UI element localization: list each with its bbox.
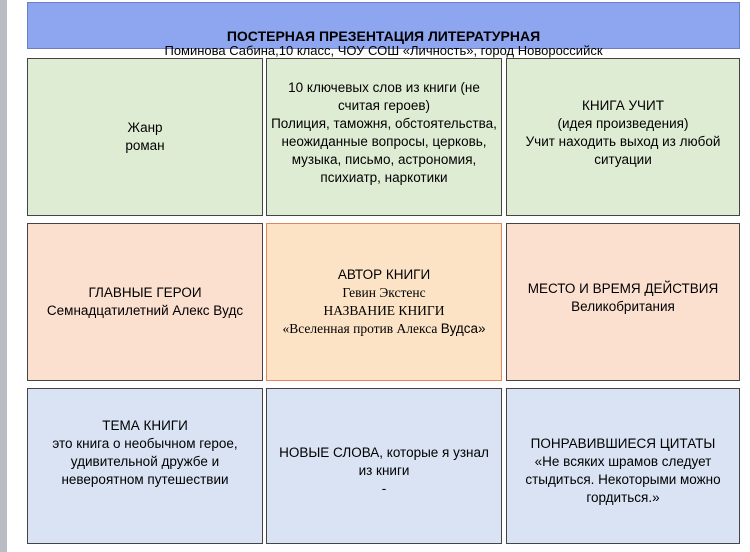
poster-title: ПОСТЕРНАЯ ПРЕЗЕНТАЦИЯ ЛИТЕРАТУРНАЯ — [226, 28, 541, 44]
place-time-label: МЕСТО И ВРЕМЯ ДЕЙСТВИЯ — [527, 281, 719, 296]
book-title-value-end: Вудса» — [440, 321, 486, 336]
quotes-card — [506, 388, 740, 544]
place-time-card — [506, 223, 740, 381]
theme-card — [27, 388, 263, 544]
theme-value: это книга о необычном герое, удивительной дружбе и невероятном путешествии — [52, 436, 238, 487]
main-heroes-value: Семнадцатилетний Алекс Вудс — [46, 303, 244, 318]
left-edge-bar — [0, 0, 7, 552]
genre-card — [27, 58, 263, 216]
keywords-card — [266, 58, 502, 216]
author-card — [266, 223, 502, 381]
book-title-value — [282, 320, 485, 338]
new-words-card — [266, 388, 502, 544]
genre-label: Жанр — [127, 120, 163, 135]
author-value: Гевин Экстенс — [342, 285, 426, 300]
book-teaches-value: Учит находить выход из любой ситуации — [525, 134, 721, 167]
new-words-label: НОВЫЕ СЛОВА, которые я узнал из книги — [279, 445, 489, 478]
poster-subtitle: Поминова Сабина,10 класс, ЧОУ СОШ «Личность», город Новороссийск — [164, 43, 603, 58]
main-heroes-card — [27, 223, 263, 381]
book-teaches-label: КНИГА УЧИТ — [581, 98, 664, 113]
book-teaches-sub: (идея произведения) — [557, 116, 689, 131]
keywords-value: Полиция, таможня, обстоятельства, неожиданные вопросы, церковь, музыка, письмо, астрономия, психиатр, наркотики — [271, 116, 497, 185]
author-label: АВТОР КНИГИ — [337, 267, 431, 282]
genre-value: роман — [125, 138, 165, 153]
theme-label: ТЕМА КНИГИ — [102, 418, 188, 433]
main-heroes-label: ГЛАВНЫЕ ГЕРОИ — [88, 285, 202, 300]
keywords-label: 10 ключевых слов из книги (не считая героев) — [288, 80, 480, 113]
book-title-label: НАЗВАНИЕ КНИГИ — [323, 303, 445, 318]
book-title-value-start: «Вселенная против Алекса — [282, 321, 441, 336]
new-words-value: - — [381, 481, 387, 496]
poster-header — [27, 2, 740, 49]
book-teaches-card — [506, 58, 740, 216]
quotes-value: «Не всяких шрамов следует стыдиться. Некоторыми можно гордиться.» — [525, 454, 721, 505]
place-time-value: Великобритания — [571, 299, 675, 314]
quotes-label: ПОНРАВИВШИЕСЯ ЦИТАТЫ — [530, 436, 716, 451]
